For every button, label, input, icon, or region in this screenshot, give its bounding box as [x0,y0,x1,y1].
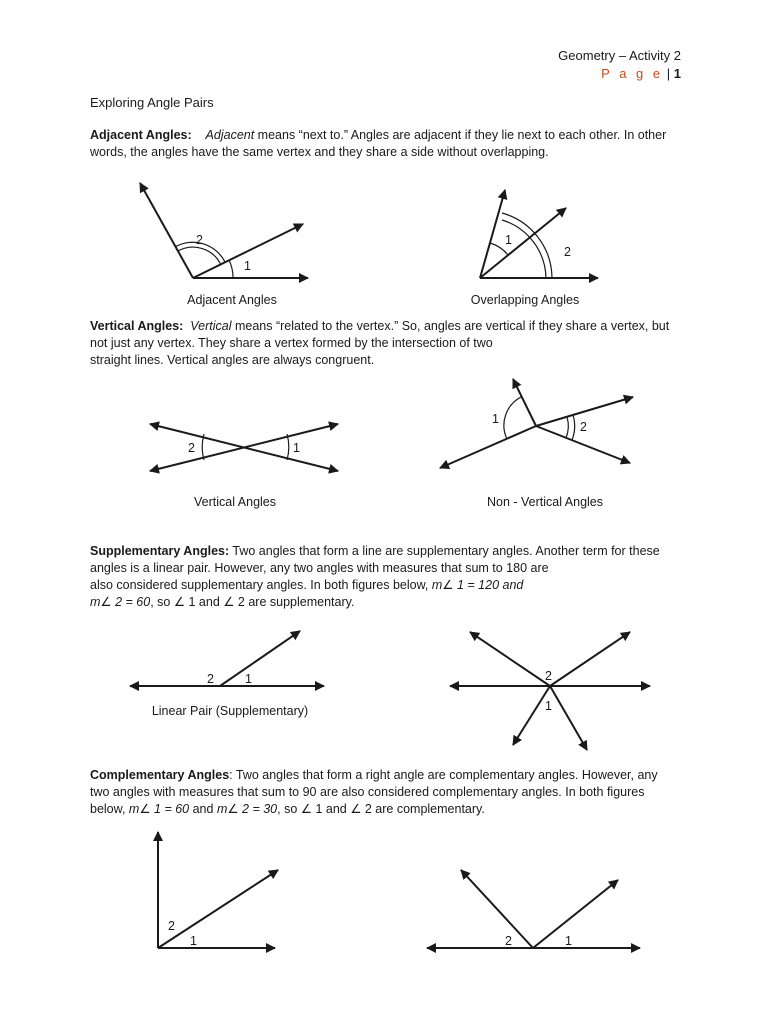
ray [140,183,193,278]
vertical-line1: means “related to the vertex.” So, angles are vertical if they share a vertex, but [231,319,670,333]
ray [480,190,505,278]
angle-label-1: 1 [505,233,512,247]
figure-overlapping-angles [480,190,598,278]
ray [513,379,536,426]
complementary-m2: m∠ 2 = 30 [216,802,278,816]
angle-label-1: 1 [293,441,300,455]
supplementary-line3a: also considered supplementary angles. In both figures below, [90,578,432,592]
page-number: 1 [673,66,681,81]
vertical-term: Vertical [190,319,232,333]
complementary-line3e: , so ∠ 1 and ∠ 2 are complementary. [277,802,485,816]
angle-label-2: 2 [564,245,571,259]
complementary-line3a: below, [90,802,129,816]
adjacent-heading: Adjacent Angles: [90,128,192,142]
angle-label-2: 2 [545,669,552,683]
vertical-heading: Vertical Angles: [90,319,184,333]
complementary-line3c: and [189,802,217,816]
page-separator: | [666,66,671,81]
adjacent-line2: words, the angles have the same vertex and they share a side without overlapping. [90,145,549,159]
angle-label-2: 2 [207,672,214,686]
angle-label-2: 2 [188,441,195,455]
figure-adjacent-angles [140,183,308,278]
angle-label-2: 2 [580,420,587,434]
complementary-line2: two angles with measures that sum to 90 are also considered complementary angles. In both figures [90,785,645,799]
angle-label-2: 2 [505,934,512,948]
angle-label-1: 1 [190,934,197,948]
vertical-line3: straight lines. Vertical angles are always congruent. [90,353,375,367]
angle-label-2: 2 [196,233,203,247]
angle-label-1: 1 [565,934,572,948]
caption-vertical: Vertical Angles [194,495,276,509]
vertical-line2: not just any vertex. They share a vertex formed by the intersection of two [90,336,493,350]
complementary-heading: Complementary Angles [90,768,230,782]
caption-adjacent: Adjacent Angles [187,293,277,307]
ray [550,632,630,686]
ray [470,632,550,686]
supplementary-m1: m∠ 1 = 120 and [431,578,524,592]
ray [440,426,536,468]
adjacent-line1: means “next to.” Angles are adjacent if they lie next to each other. In other [254,128,667,142]
angle-label-1: 1 [492,412,499,426]
caption-linear-pair: Linear Pair (Supplementary) [151,704,309,718]
angle-label-2: 2 [168,919,175,933]
figure-complementary-line [427,870,640,948]
complementary-line1: : Two angles that form a right angle are complementary angles. However, any [229,768,658,782]
ray [158,870,278,948]
figure-supplementary-star [450,632,650,750]
caption-non-vertical: Non - Vertical Angles [486,495,604,509]
supplementary-line1: Two angles that form a line are supplementary angles. Another term for these [229,544,660,558]
figure-vertical-angles [150,424,338,471]
ray [513,686,550,745]
supplementary-heading: Supplementary Angles: [90,544,230,558]
supplementary-line2: angles is a linear pair. However, any two angles with measures that sum to 180 are [90,561,549,575]
angle-label-1: 1 [545,699,552,713]
supplementary-line4b: , so ∠ 1 and ∠ 2 are supplementary. [150,595,355,609]
adjacent-term: Adjacent [205,128,255,142]
angle-arc [566,417,568,438]
supplementary-m2: m∠ 2 = 60 [90,595,151,609]
complementary-m1: m∠ 1 = 60 [128,802,190,816]
page-label: P a g e [601,66,664,81]
figure-complementary-right [158,832,278,948]
caption-overlapping: Overlapping Angles [470,293,580,307]
figure-non-vertical-angles [440,379,633,468]
angle-label-1: 1 [245,672,252,686]
angle-arc [287,434,289,460]
ray [480,208,566,278]
document-title: Exploring Angle Pairs [90,95,214,110]
header-title: Geometry – Activity 2 [558,48,681,63]
ray [550,686,587,750]
angle-label-1: 1 [244,259,251,273]
ray [220,631,300,686]
figure-linear-pair [130,631,324,686]
ray [533,880,618,948]
ray [461,870,533,948]
angle-arc [572,415,575,440]
angle-arc [229,260,233,278]
